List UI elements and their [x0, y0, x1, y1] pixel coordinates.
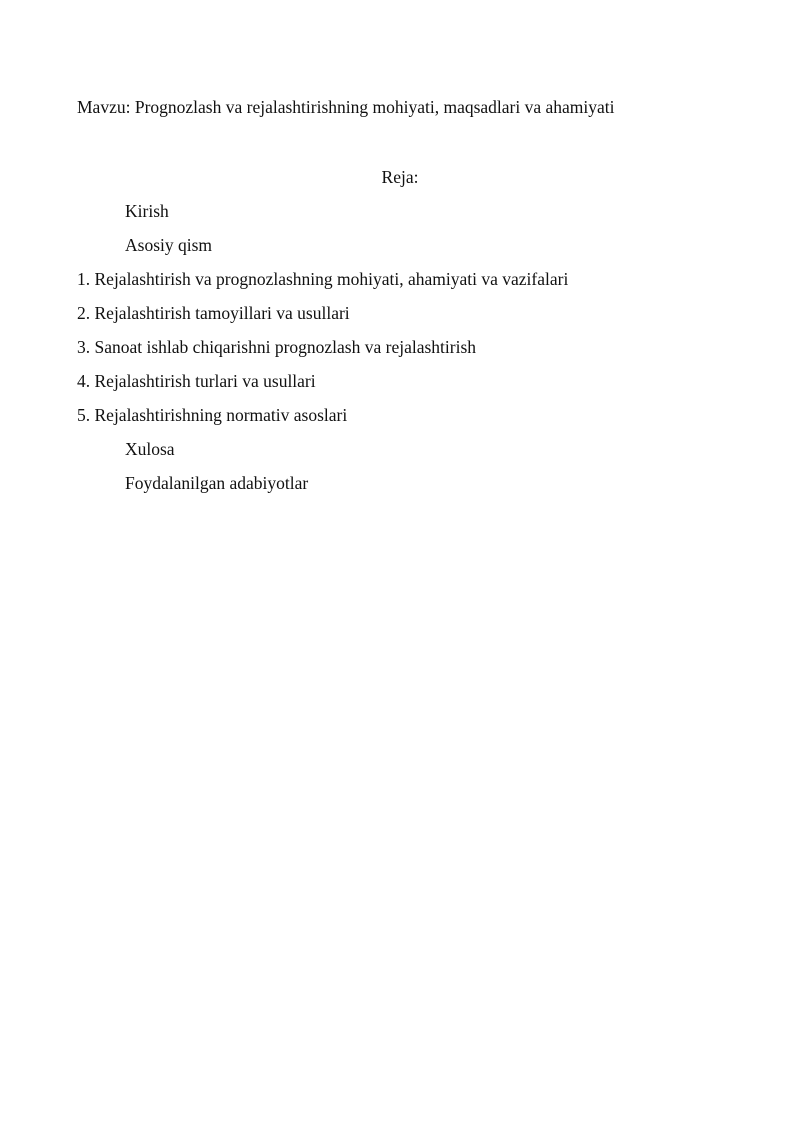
plan-item-main-part: Asosiy qism	[125, 235, 213, 255]
document-title: Mavzu: Prognozlash va rejalashtirishning mohiyati, maqsadlari va ahamiyati	[77, 97, 615, 117]
plan-item-3: 3. Sanoat ishlab chiqarishni prognozlash va rejalashtirish	[77, 337, 477, 357]
plan-item-conclusion: Xulosa	[125, 439, 175, 459]
plan-item-intro: Kirish	[125, 201, 169, 221]
plan-item-4: 4. Rejalashtirish turlari va usullari	[77, 371, 316, 391]
plan-item-2: 2. Rejalashtirish tamoyillari va usullari	[77, 303, 350, 323]
plan-heading: Reja:	[381, 167, 419, 187]
plan-item-5: 5. Rejalashtirishning normativ asoslari	[77, 405, 348, 425]
plan-item-references: Foydalanilgan adabiyotlar	[125, 473, 309, 493]
plan-item-1: 1. Rejalashtirish va prognozlashning mohiyati, ahamiyati va vazifalari	[77, 269, 569, 289]
